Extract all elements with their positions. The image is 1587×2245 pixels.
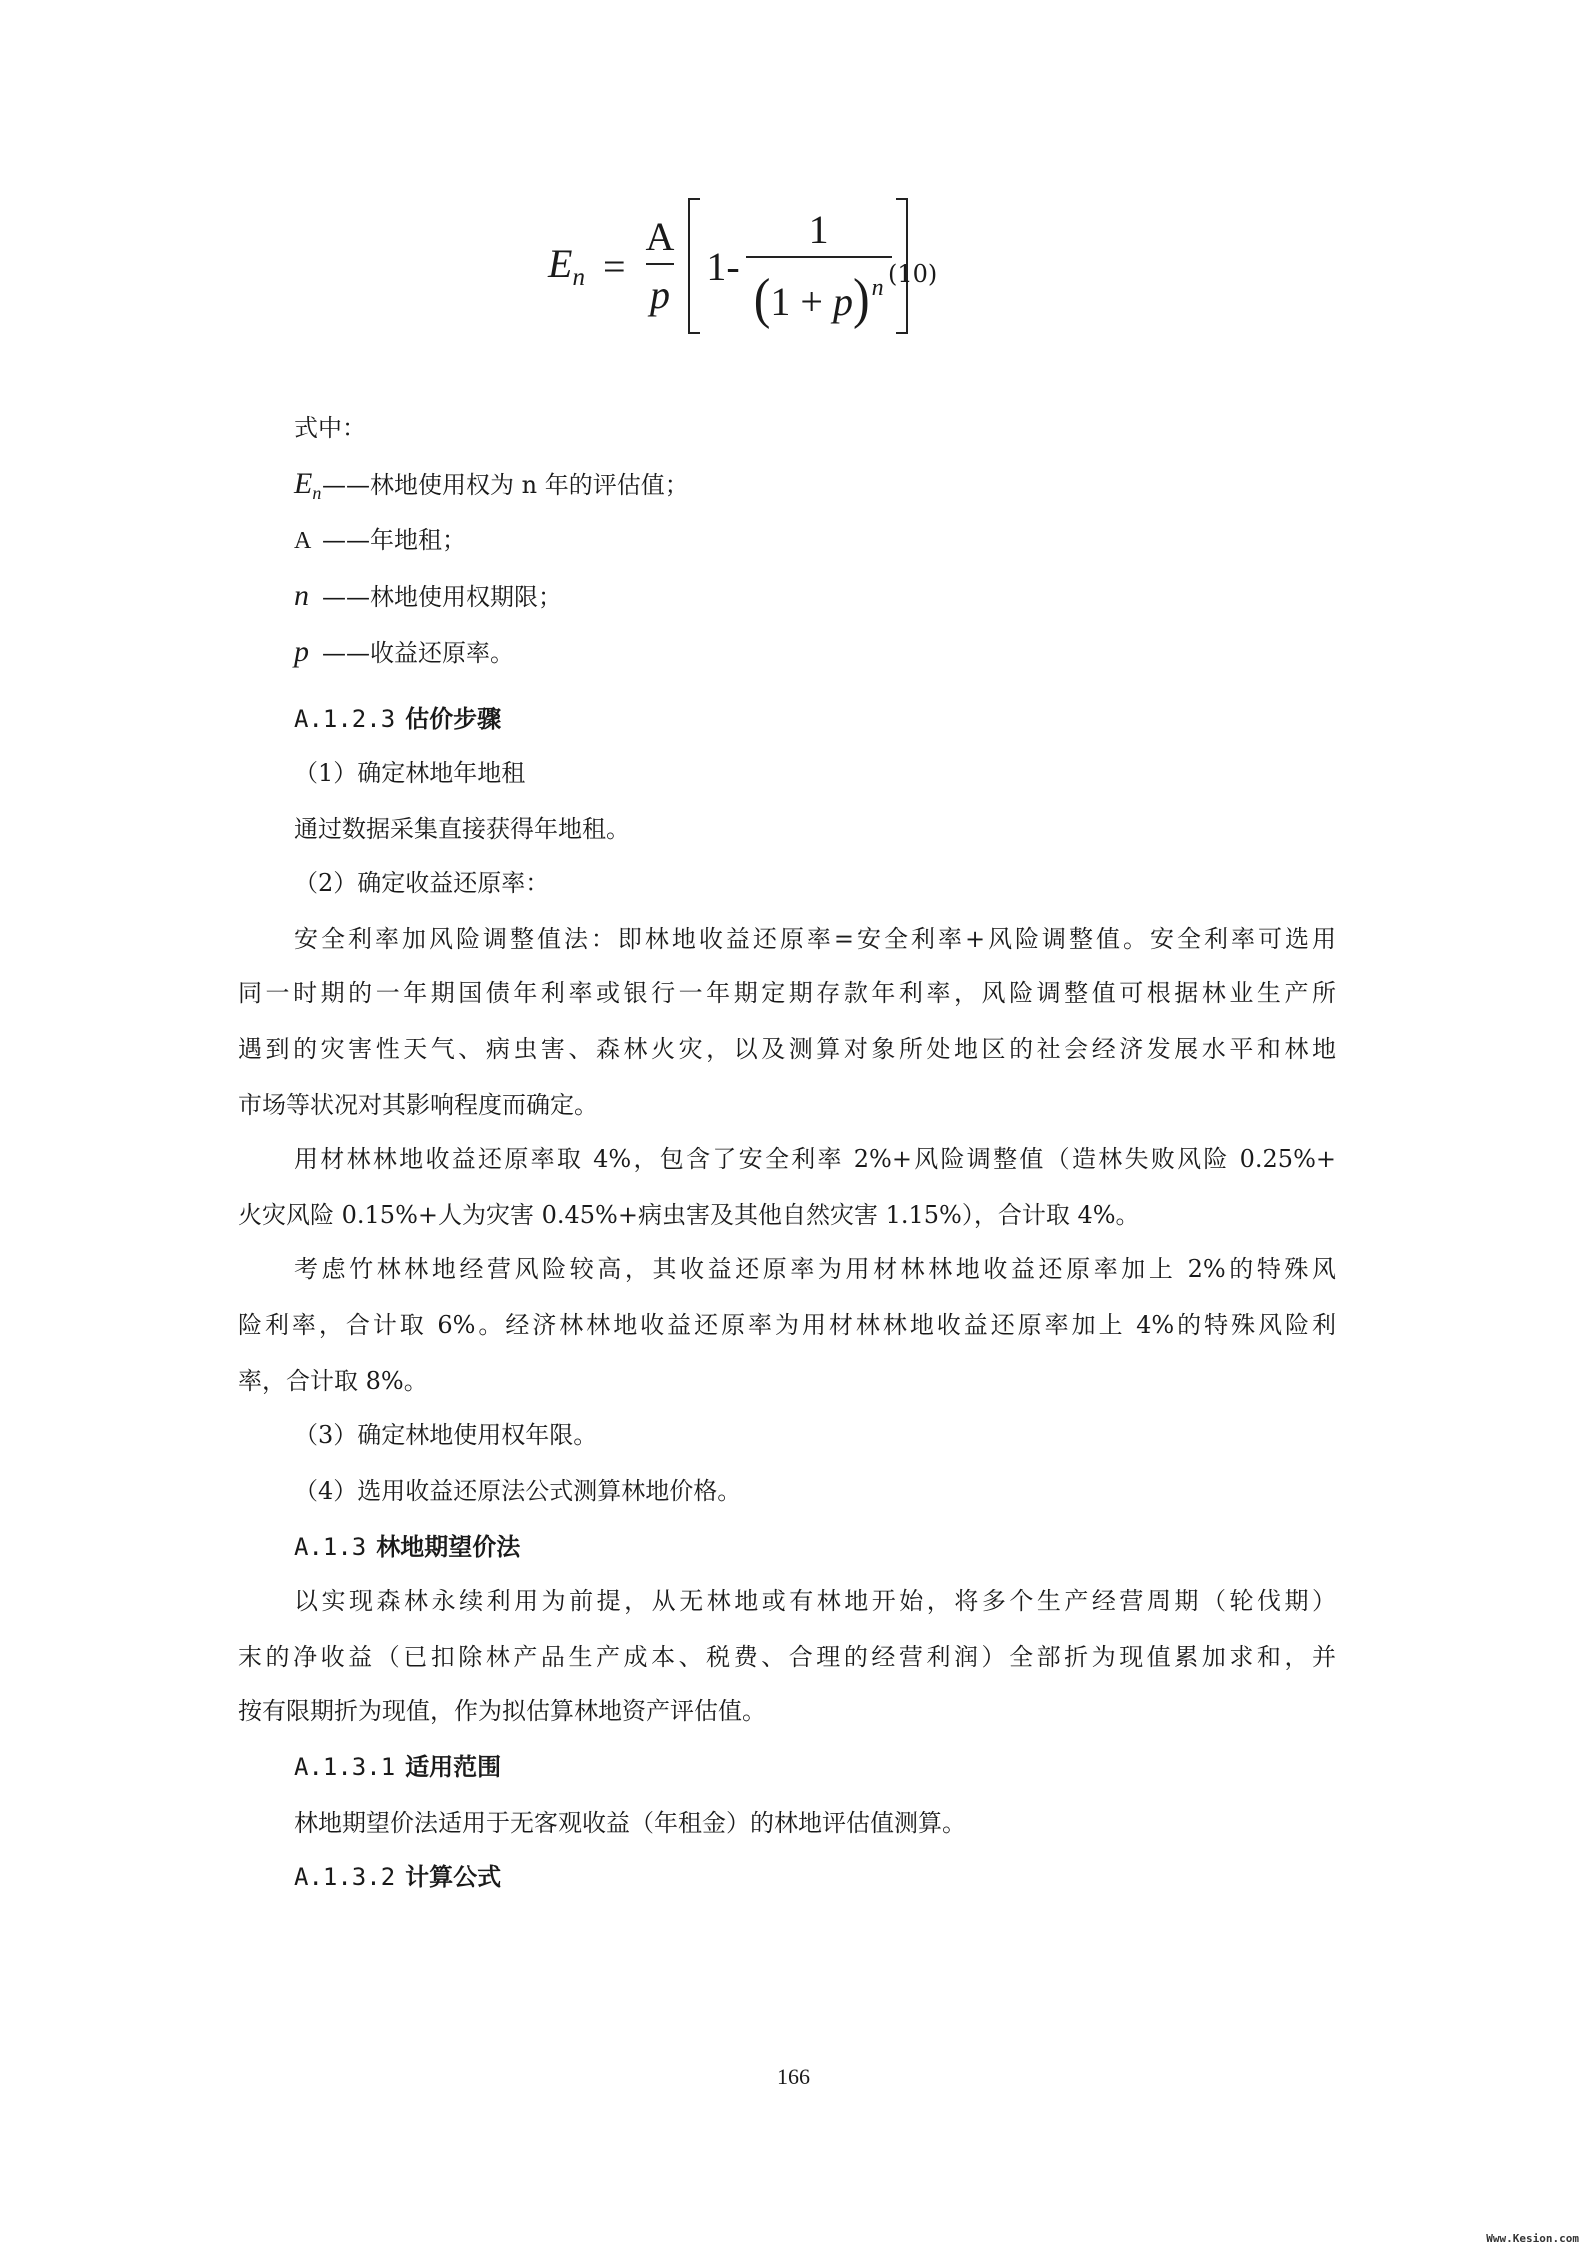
formula-paren-var: p [832,279,853,324]
section-number: A.1.2.3 [294,705,396,733]
paragraph-line: 同一时期的一年期国债年利率或银行一年期定期存款年利率，风险调整值可根据林业生产所 [238,979,1336,1007]
formula-one-minus: 1- [706,243,740,289]
section-title: 估价步骤 [405,705,502,733]
variable-description: 林地使用权为 n 年的评估值； [370,471,689,499]
section-number: A.1.3 [294,1533,367,1561]
section-heading-a13 [294,1530,520,1564]
where-label: 式中： [294,414,366,442]
variable-subscript: n [312,483,322,503]
formula-exponent: n [871,275,884,301]
formula-lhs-var: E [548,241,573,286]
paragraph-line: 火灾风险 0.15%+人为灾害 0.45%+病虫害及其他自然灾害 1.15%），合计取 4%。 [238,1201,1140,1229]
section-heading-a131 [294,1750,501,1784]
watermark: Www.Kesion.com [1486,2232,1579,2245]
paragraph-line: 遇到的灾害性天气、病虫害、森林火灾，以及测算对象所处地区的社会经济发展水平和林地 [238,1035,1336,1063]
formula-paren-open: ( [753,266,771,330]
section-title: 林地期望价法 [376,1533,521,1561]
step-1-heading: （1）确定林地年地租 [294,759,526,787]
formula-outer-numerator: A [645,214,675,259]
section-number: A.1.3.1 [294,1753,396,1781]
formula-lhs-sub: n [572,264,585,291]
formula-lhs [548,240,585,292]
paragraph-line: 末的净收益（已扣除林产品生产成本、税费、合理的经营利润）全部折为现值累加求和，并 [238,1643,1336,1671]
paragraph-line: 以实现森林永续利用为前提，从无林地或有林地开始，将多个生产经营周期（轮伐期） [294,1587,1336,1615]
variable-symbol: E [294,467,313,500]
formula-square-bracket [688,198,907,334]
variable-def-en [294,467,689,510]
variable-symbol: A [294,528,312,554]
formula-one-plus: 1 + [770,279,833,324]
paragraph-line: 考虑竹林林地经营风险较高，其收益还原率为用材林林地收益还原率加上 2%的特殊风 [294,1255,1336,1283]
variable-def-a [294,523,466,558]
section-heading-a123 [294,702,501,736]
section-number: A.1.3.2 [294,1863,396,1891]
step-2-heading: （2）确定收益还原率： [294,869,550,897]
section-title: 适用范围 [405,1753,502,1781]
formula-outer-denominator: p [646,263,674,319]
paragraph-line: 用材林林地收益还原率取 4%，包含了安全利率 2%+风险调整值（造林失败风险 0.25%+ [294,1145,1336,1173]
variable-dash: —— [322,471,370,499]
formula-inner-numerator: 1 [808,207,829,252]
variable-dash: —— [322,639,370,667]
formula-outer-fraction [642,213,679,319]
step-4-heading: （4）选用收益还原法公式测算林地价格。 [294,1477,742,1505]
section-heading-a132 [294,1860,501,1894]
formula-10 [548,196,908,336]
equation-number: (10) [888,260,938,288]
page-number: 166 [777,2064,810,2089]
section-title: 计算公式 [405,1863,502,1891]
paragraph-line: 市场等状况对其影响程度而确定。 [238,1091,598,1119]
step-3-heading: （3）确定林地使用权年限。 [294,1421,598,1449]
paragraph-line: 按有限期折为现值，作为拟估算林地资产评估值。 [238,1697,766,1725]
formula-equals: = [602,243,626,289]
variable-description: 年地租； [370,526,466,554]
paragraph-line: 安全利率加风险调整值法：即林地收益还原率=安全利率+风险调整值。安全利率可选用 [294,925,1336,953]
paragraph-line: 险利率，合计取 6%。经济林林地收益还原率为用材林林地收益还原率加上 4%的特殊风险利 [238,1311,1336,1339]
variable-description: 收益还原率。 [370,639,514,667]
variable-symbol: p [294,635,309,668]
formula-inner-denominator [746,256,892,330]
variable-def-p [294,635,514,670]
paragraph-line: 率，合计取 8%。 [238,1367,428,1395]
variable-symbol: n [294,579,309,612]
formula-inner-fraction [746,206,892,330]
step-1-text: 通过数据采集直接获得年地租。 [294,815,630,843]
variable-dash: —— [322,526,370,554]
variable-description: 林地使用权期限； [370,583,562,611]
formula-paren-close: ) [852,266,870,330]
variable-def-n [294,579,562,614]
scope-text: 林地期望价法适用于无客观收益（年租金）的林地评估值测算。 [294,1809,966,1837]
variable-dash: —— [322,583,370,611]
